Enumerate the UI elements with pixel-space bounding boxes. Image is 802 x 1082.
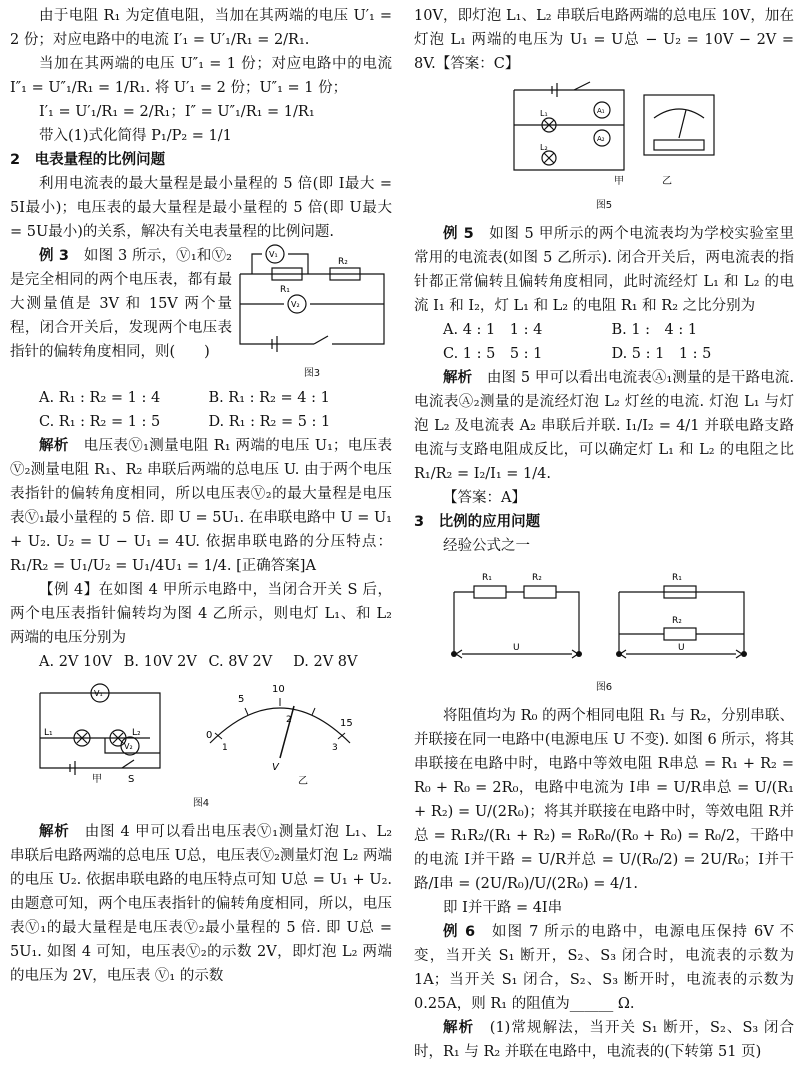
r2-label: R₂ — [338, 257, 348, 267]
option: A. R₁ : R₂ = 1 : 4 — [39, 390, 161, 406]
section-heading: 3 比例的应用问题 — [414, 514, 541, 530]
tick-inner-label: 2 — [286, 715, 292, 725]
r2-label: R₂ — [672, 616, 682, 626]
l2-label: L₂ — [540, 143, 548, 152]
analysis-label: 解析 — [39, 438, 69, 454]
example-4-options — [10, 650, 392, 674]
analysis-label: 解析 — [443, 370, 473, 386]
terminal-dot — [741, 651, 747, 657]
tick-label: 15 — [340, 718, 353, 729]
option: C. 8V 2V — [208, 654, 273, 670]
left-column — [10, 4, 392, 988]
right-column — [414, 4, 794, 1064]
r2-label: R₂ — [532, 573, 542, 583]
figure-5-drawing — [414, 80, 794, 192]
analysis-4 — [10, 820, 392, 988]
v1-label: V₁ — [94, 689, 103, 698]
option: D. 2V 8V — [293, 654, 358, 670]
example-3-body: 如图 3 所示，Ⓥ₁和Ⓥ₂是完全相同的两个电压表，都有最大测量值是 3V 和 15V 两个量程，闭合开关后，发现两个电压表指针的偏转角度相同，则( ) — [10, 248, 232, 360]
example-5-options — [414, 318, 794, 366]
paragraph: 利用电流表的最大量程是最小量程的 5 倍(即 I最大 = 5I最小)；电压表的最大量程是最小量程的 5 倍(即 U最大 = 5U最小)的关系，解决有关电表量程的比例问题. — [10, 176, 392, 240]
tick-label: 0 — [206, 730, 213, 741]
example-5-body: 如图 5 甲所示的两个电流表均为学校实验室里常用的电流表(如图 5 乙所示). 闭合开关后，两电流表的指针都正常偏转且偏转角度相同，此时流经灯 L₁ 和 L₂ 的电流 I₁ 和 I₂，灯 L₁ 和 L₂ 的电阻 R₁ 和 R₂ 之比分别为 — [414, 226, 794, 314]
example-label: 例 3 — [39, 248, 70, 264]
tick-inner-label: 3 — [332, 743, 338, 753]
answer-5: 【答案：A】 — [443, 490, 526, 506]
figure-6-drawing — [414, 562, 794, 670]
terminal-dot — [616, 651, 622, 657]
example-3-block — [10, 244, 392, 386]
terminal-dot — [451, 651, 457, 657]
example-6-body: 如图 7 所示的电路中，电源电压保持 6V 不变，当开关 S₁ 断开，S₂、S₃ 闭合时，电流表的示数为 1A；当开关 S₁ 闭合，S₂、S₃ 断开时，电流表的示数为 0.25A，则 R₁ 的阻值为______ Ω. — [414, 924, 795, 1012]
r1-label: R₁ — [672, 573, 682, 583]
option: D. R₁ : R₂ = 5 : 1 — [208, 414, 331, 430]
a1-label: A₁ — [597, 107, 605, 115]
figure-5-caption: 图5 — [595, 200, 613, 211]
analysis-5 — [414, 366, 794, 486]
v1-label: V₁ — [269, 250, 278, 259]
option: B. 1 : 4 : 1 — [611, 322, 698, 338]
figure-5 — [414, 80, 794, 218]
tick-inner-label: 1 — [222, 743, 228, 753]
analysis-4-body: 由图 4 甲可以看出电压表Ⓥ₁测量灯泡 L₁、L₂ 串联后电路两端的总电压 U总，电压表Ⓥ₂测量灯泡 L₂ 两端的电压 U₂. 依据串联电路的电压特点可知 U总 = U₁ + U₂. 由题意可知，两个电压表指针的偏转角度相同，所以，电压表Ⓥ₁的最大量程是电压表Ⓥ₂最小量程的 5 倍. 即 U总 = 5U₁. 如图 4 可知，电压表Ⓥ₂的示数 2V，即灯泡 L₂ 两端的电压为 2V，电压表 Ⓥ₁ 的示数 — [10, 824, 393, 984]
equation: I′₁ = U′₁/R₁ = 2/R₁；I″ = U″₁/R₁ = 1/R₁ — [39, 104, 315, 120]
sub-label-yi: 乙 — [662, 176, 672, 187]
terminal-dot — [576, 651, 582, 657]
sub-label-jia: 甲 — [92, 774, 102, 785]
option: B. R₁ : R₂ = 4 : 1 — [208, 390, 330, 406]
v2-label: V₂ — [291, 300, 300, 309]
voltage-label: U — [513, 643, 520, 653]
v2-label: V₂ — [124, 742, 133, 751]
paragraph: 10V，即灯泡 L₁、L₂ 串联后电路两端的总电压 10V，加在灯泡 L₁ 两端的电压为 U₁ = U总 − U₂ = 10V − 2V = 8V.【答案：C】 — [414, 8, 794, 72]
example-label: 例 6 — [443, 924, 476, 940]
figure-6-caption: 图6 — [595, 682, 613, 693]
option: B. 10V 2V — [123, 654, 197, 670]
example-5-text — [414, 222, 794, 318]
switch-label: S — [128, 774, 135, 785]
example-3-text — [10, 244, 232, 386]
example-6-text — [414, 920, 794, 1016]
figure-4-caption: 图4 — [192, 798, 210, 809]
figure-4-drawing — [10, 678, 392, 788]
l2-label: L₂ — [132, 728, 141, 738]
figure-3-caption: 图3 — [303, 368, 321, 379]
option: C. 1 : 5 5 : 1 — [443, 346, 543, 362]
formula-heading: 经验公式之一 — [443, 538, 530, 554]
figure-6 — [414, 562, 794, 700]
analysis-5-body: 由图 5 甲可以看出电流表Ⓐ₁测量的是干路电流. 电流表Ⓐ₂测量的是流经灯泡 L₂ 灯丝的电流. 灯泡 L₁ 与灯泡 L₂ 及电流表 A₂ 串联后并联. I₁/I₂ = 4/1 并联电路支路电流与支路电阻成反比，可以确定灯 L₁ 和 L₂ 的电阻之比 R₁/R₂ = I₂/I₁ = 1/4. — [414, 370, 794, 482]
equation: 带入(1)式化简得 P₁/P₂ = 1/1 — [39, 128, 232, 144]
l1-label: L₁ — [44, 728, 53, 738]
section-heading: 2 电表量程的比例问题 — [10, 152, 166, 168]
option: C. R₁ : R₂ = 1 : 5 — [39, 414, 161, 430]
analysis-3-body: 电压表Ⓥ₁测量电阻 R₁ 两端的电压 U₁；电压表Ⓥ₂测量电阻 R₁、R₂ 串联后两端的总电压 U. 由于两个电压表指针的偏转角度相同，所以电压表Ⓥ₂的最大量程是电压表Ⓥ₁最小量程的 5 倍. 即 U = 5U₁. 在串联电路中 U = U₁ + U₂. U₂ = U − U₁ = 4U. 依据串联电路的分压特点：R₁/R₂ = U₁/U₂ = U₁/4U₁ = 1/4. [正确答案]A — [10, 438, 392, 574]
analysis-3 — [10, 434, 392, 578]
option: A. 2V 10V — [39, 654, 112, 670]
sub-label-jia: 甲 — [614, 176, 624, 187]
a2-label: A₂ — [597, 135, 605, 143]
voltage-label: U — [678, 643, 685, 653]
example-3-options — [10, 386, 392, 434]
tick-label: 5 — [238, 694, 245, 705]
meter-unit: V — [272, 762, 279, 773]
figure-4 — [10, 678, 392, 816]
r1-label: R₁ — [280, 285, 290, 295]
figure-3-circuit — [232, 244, 392, 354]
analysis-label: 解析 — [39, 824, 70, 840]
example-4-text: 【例 4】在如图 4 甲所示电路中，当闭合开关 S 后，两个电压表指针偏转均为图 4 乙所示，则电灯 L₁、和 L₂ 两端的电压分别为 — [10, 582, 392, 646]
analysis-6-body: (1)常规解法，当开关 S₁ 断开，S₂、S₃ 闭合时，R₁ 与 R₂ 并联在电路中，电流表的(下转第 51 页) — [414, 1020, 795, 1060]
analysis-label: 解析 — [443, 1020, 475, 1036]
equation: 即 I并干路 = 4I串 — [443, 900, 563, 916]
tick-label: 10 — [272, 684, 285, 695]
paragraph: 当加在其两端的电压 U″₁ = 1 份；对应电路中的电流 I″₁ = U″₁/R₁ = 1/R₁. 将 U′₁ = 2 份；U″₁ = 1 份； — [10, 56, 392, 96]
analysis-6 — [414, 1016, 794, 1064]
meter-needle — [280, 706, 294, 758]
l1-label: L₁ — [540, 109, 548, 118]
meter-ticks — [215, 698, 345, 739]
option: D. 5 : 1 1 : 5 — [611, 346, 712, 362]
paragraph: 将阻值均为 R₀ 的两个相同电阻 R₁ 与 R₂，分别串联、并联接在同一电路中(电源电压 U 不变). 如图 6 所示，将其串联接在电路中时，电路中等效电阻 R串总 = R₁ + R₂ = R₀ + R₀ = 2R₀，电路中电流为 I串 = U/R串总 = U/(R₁ + R₂) = U/(2R₀)；将其并联接在电路中时，等效电阻 R并总 = R₁R₂/(R₁ + R₂) = R₀R₀/(R₀ + R₀) = R₀/2，干路中的电流 I并干路 = U/R并总 = U/(R₀/2) = 2U/R₀；I并干路/I串 = (2U/R₀)/U/(2R₀) = 4/1. — [414, 708, 794, 892]
r1-label: R₁ — [482, 573, 492, 583]
option: A. 4 : 1 1 : 4 — [443, 322, 543, 338]
sub-label-yi: 乙 — [298, 776, 308, 787]
example-label: 例 5 — [443, 226, 474, 242]
figure-3 — [232, 244, 392, 386]
paragraph: 由于电阻 R₁ 为定值电阻，当加在其两端的电压 U′₁ = 2 份；对应电路中的电流 I′₁ = U′₁/R₁ = 2/R₁. — [10, 8, 392, 48]
